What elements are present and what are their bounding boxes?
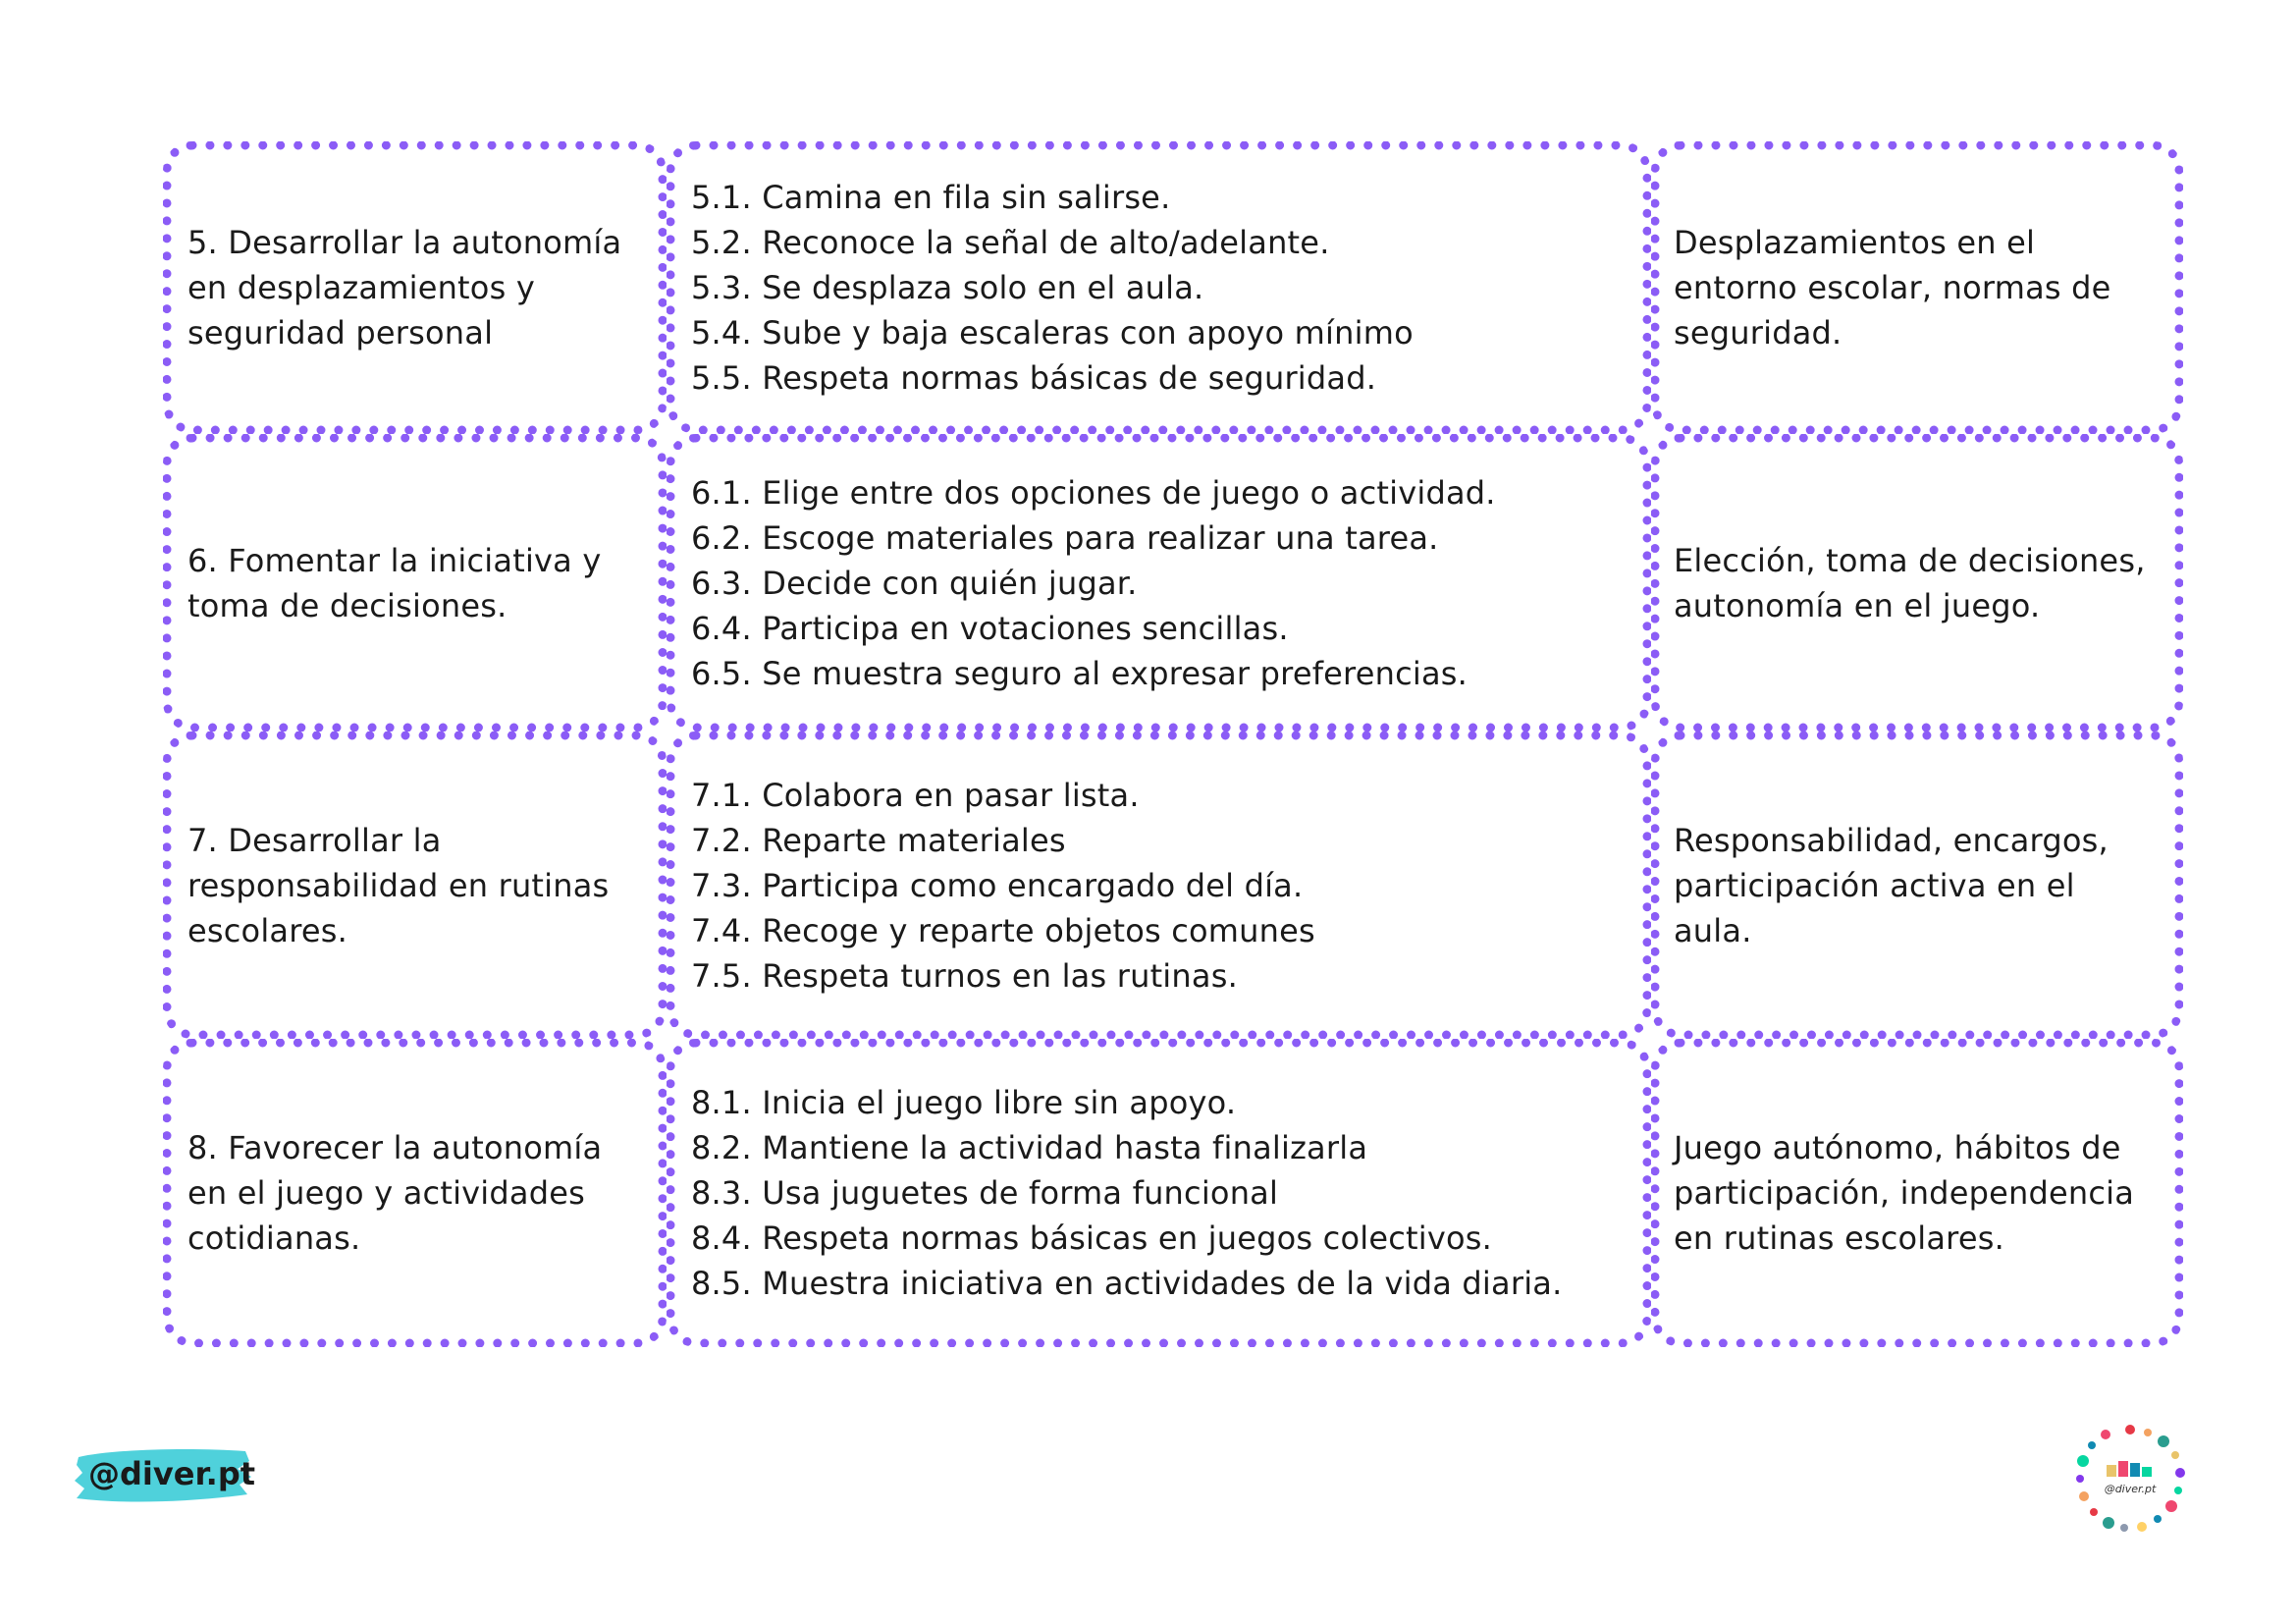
objective-cell bbox=[163, 1039, 667, 1347]
contents-cell bbox=[1651, 141, 2183, 434]
indicator-item: 8.5. Muestra iniciativa en actividades de la vida diaria. bbox=[691, 1265, 1563, 1302]
indicator-list bbox=[691, 470, 1496, 696]
brand-tag-text: @diver.pt bbox=[88, 1455, 256, 1492]
indicator-item: 8.3. Usa juguetes de forma funcional bbox=[691, 1174, 1279, 1212]
indicator-item: 5.2. Reconoce la señal de alto/adelante. bbox=[691, 224, 1330, 261]
logo-dots-ring bbox=[2076, 1425, 2185, 1532]
indicator-item: 8.4. Respeta normas básicas en juegos colectivos. bbox=[691, 1219, 1493, 1257]
objective-text: 7. Desarrollar la responsabilidad en rutinas escolares. bbox=[187, 821, 610, 949]
logo-houses bbox=[2107, 1461, 2152, 1477]
objective-cell bbox=[163, 731, 667, 1039]
indicator-item: 7.5. Respeta turnos en las rutinas. bbox=[691, 956, 1238, 995]
logo-text: @diver.pt bbox=[2104, 1483, 2157, 1495]
indicators-cell bbox=[667, 731, 1651, 1039]
indicator-item: 5.1. Camina en fila sin salirse. bbox=[691, 179, 1171, 216]
indicator-item: 6.5. Se muestra seguro al expresar preferencias. bbox=[691, 654, 1468, 692]
evaluation-table bbox=[163, 141, 2183, 1347]
logo-graphic bbox=[2073, 1422, 2187, 1536]
contents-text: Desplazamientos en el entorno escolar, normas de seguridad. bbox=[1674, 224, 2111, 352]
indicator-item: 5.4. Sube y baja escaleras con apoyo mínimo bbox=[691, 314, 1414, 352]
objective-cell bbox=[163, 141, 667, 434]
indicator-item: 7.3. Participa como encargado del día. bbox=[691, 866, 1304, 904]
brand-tag bbox=[73, 1443, 256, 1506]
indicator-item: 8.2. Mantiene la actividad hasta finalizarla bbox=[691, 1129, 1368, 1166]
contents-text: Juego autónomo, hábitos de participación, independencia en rutinas escolares. bbox=[1674, 1129, 2135, 1257]
indicator-item: 6.1. Elige entre dos opciones de juego o actividad. bbox=[691, 473, 1496, 512]
indicator-list bbox=[691, 773, 1315, 999]
objective-text: 8. Favorecer la autonomía en el juego y actividades cotidianas. bbox=[187, 1129, 603, 1257]
objective-text: 6. Fomentar la iniciativa y toma de decisiones. bbox=[187, 541, 602, 624]
objective-text: 5. Desarrollar la autonomía en desplazamientos y seguridad personal bbox=[187, 224, 622, 352]
indicator-item: 8.1. Inicia el juego libre sin apoyo. bbox=[691, 1084, 1237, 1121]
contents-cell bbox=[1651, 731, 2183, 1039]
objective-cell bbox=[163, 434, 667, 731]
contents-cell bbox=[1651, 1039, 2183, 1347]
indicator-item: 5.5. Respeta normas básicas de seguridad. bbox=[691, 359, 1377, 397]
indicator-item: 7.1. Colabora en pasar lista. bbox=[691, 776, 1140, 814]
contents-text: Elección, toma de decisiones, autonomía en el juego. bbox=[1674, 541, 2146, 624]
indicator-item: 6.4. Participa en votaciones sencillas. bbox=[691, 609, 1289, 647]
indicator-item: 5.3. Se desplaza solo en el aula. bbox=[691, 269, 1204, 306]
indicator-item: 7.2. Reparte materiales bbox=[691, 821, 1066, 859]
indicator-item: 6.3. Decide con quién jugar. bbox=[691, 564, 1138, 602]
indicator-list bbox=[691, 1080, 1562, 1306]
colorful-dots-circle-logo bbox=[2073, 1422, 2187, 1536]
contents-text: Responsabilidad, encargos, participación activa en el aula. bbox=[1674, 821, 2109, 949]
indicators-cell bbox=[667, 141, 1651, 434]
indicator-list bbox=[691, 175, 1414, 401]
indicators-cell bbox=[667, 434, 1651, 731]
indicator-item: 6.2. Escoge materiales para realizar una tarea. bbox=[691, 518, 1439, 557]
contents-cell bbox=[1651, 434, 2183, 731]
indicators-cell bbox=[667, 1039, 1651, 1347]
indicator-item: 7.4. Recoge y reparte objetos comunes bbox=[691, 911, 1315, 949]
